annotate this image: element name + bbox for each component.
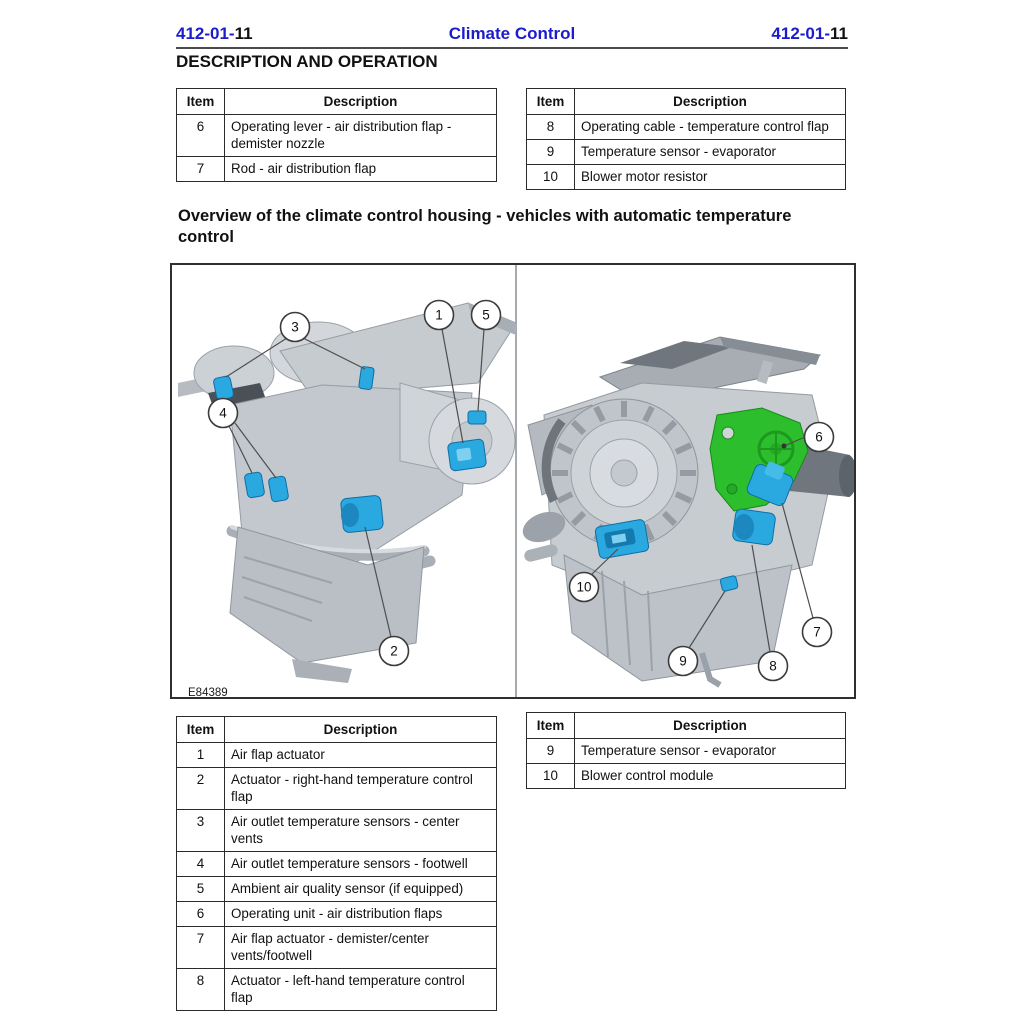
climate-housing-figure <box>170 263 856 699</box>
column-header-description: Description <box>575 89 846 115</box>
page-code-right-suffix: 11 <box>830 24 848 43</box>
item-cell: 6 <box>177 115 225 157</box>
item-cell: 7 <box>177 157 225 182</box>
callout-2 <box>380 637 409 666</box>
item-cell: 10 <box>527 764 575 789</box>
parts-table-bottom-right <box>526 712 846 789</box>
description-cell: Operating lever - air distribution flap - demister nozzle <box>225 115 497 157</box>
table-row <box>177 927 497 969</box>
description-cell: Air flap actuator - demister/center vents/footwell <box>225 927 497 969</box>
item-cell: 5 <box>177 877 225 902</box>
page-code-right <box>771 24 848 44</box>
svg-text:5: 5 <box>482 307 490 323</box>
column-header-item: Item <box>527 89 575 115</box>
column-header-description: Description <box>575 713 846 739</box>
section-heading: DESCRIPTION AND OPERATION <box>176 52 438 71</box>
item-cell: 1 <box>177 743 225 768</box>
table-row <box>177 115 497 157</box>
column-header-item: Item <box>527 713 575 739</box>
table-row <box>527 140 846 165</box>
table-row <box>177 877 497 902</box>
figure-right-view <box>519 337 854 685</box>
svg-text:4: 4 <box>219 405 227 421</box>
description-cell: Blower control module <box>575 764 846 789</box>
table-row <box>527 739 846 764</box>
item-cell: 8 <box>527 115 575 140</box>
figure-left-view <box>178 301 516 684</box>
column-header-description: Description <box>225 717 497 743</box>
svg-text:10: 10 <box>576 579 592 595</box>
description-cell: Temperature sensor - evaporator <box>575 140 846 165</box>
svg-text:7: 7 <box>813 624 821 640</box>
item-cell: 9 <box>527 140 575 165</box>
item-cell: 2 <box>177 768 225 810</box>
svg-text:1: 1 <box>435 307 443 323</box>
table-row <box>527 764 846 789</box>
callout-3 <box>281 313 310 342</box>
climate-housing-diagram <box>172 265 854 697</box>
table-row <box>177 810 497 852</box>
description-cell: Air outlet temperature sensors - center vents <box>225 810 497 852</box>
table-row <box>527 165 846 190</box>
part-5-ambient-air-quality-sensor <box>468 411 486 424</box>
description-cell: Air outlet temperature sensors - footwell <box>225 852 497 877</box>
part-8-lh-temp-control-actuator <box>732 508 776 545</box>
description-cell: Operating cable - temperature control flap <box>575 115 846 140</box>
description-cell: Ambient air quality sensor (if equipped) <box>225 877 497 902</box>
table-row <box>177 852 497 877</box>
item-cell: 7 <box>177 927 225 969</box>
table-row <box>177 157 497 182</box>
header-divider <box>176 47 848 49</box>
description-cell: Air flap actuator <box>225 743 497 768</box>
overview-heading: Overview of the climate control housing - vehicles with automatic temperature control <box>178 207 792 246</box>
parts-table-top-left <box>176 88 497 182</box>
description-cell: Actuator - right-hand temperature control flap <box>225 768 497 810</box>
page-header <box>176 24 848 44</box>
callout-10 <box>570 573 599 602</box>
part-1-air-flap-actuator <box>447 439 487 472</box>
callout-6 <box>805 423 834 452</box>
parts-table-bottom-left <box>176 716 497 1011</box>
callout-4 <box>209 399 238 428</box>
leader-dot-6 <box>782 444 787 449</box>
table-row <box>177 969 497 1011</box>
item-cell: 4 <box>177 852 225 877</box>
table-row <box>527 115 846 140</box>
description-cell: Rod - air distribution flap <box>225 157 497 182</box>
item-cell: 9 <box>527 739 575 764</box>
callout-8 <box>759 652 788 681</box>
description-cell: Actuator - left-hand temperature control flap <box>225 969 497 1011</box>
page-title: Climate Control <box>448 24 576 43</box>
description-cell: Temperature sensor - evaporator <box>575 739 846 764</box>
page-code-left-prefix: 412-01- <box>176 24 235 43</box>
page-code-left <box>176 24 253 44</box>
table-row <box>177 743 497 768</box>
column-header-description: Description <box>225 89 497 115</box>
part-2-rh-temp-control-actuator <box>340 495 383 533</box>
table-row <box>177 768 497 810</box>
parts-table-top-right <box>526 88 846 190</box>
item-cell: 6 <box>177 902 225 927</box>
page-code-right-prefix: 412-01- <box>771 24 831 43</box>
callout-9 <box>669 647 698 676</box>
figure-id-label: E84389 <box>188 687 228 697</box>
table-row <box>177 902 497 927</box>
item-cell: 10 <box>527 165 575 190</box>
column-header-item: Item <box>177 717 225 743</box>
callout-1 <box>425 301 454 330</box>
description-cell: Blower motor resistor <box>575 165 846 190</box>
description-cell: Operating unit - air distribution flaps <box>225 902 497 927</box>
page-code-left-suffix: 11 <box>234 24 253 43</box>
item-cell: 3 <box>177 810 225 852</box>
svg-text:3: 3 <box>291 319 299 335</box>
svg-text:9: 9 <box>679 653 687 669</box>
svg-text:8: 8 <box>769 658 777 674</box>
svg-text:2: 2 <box>390 643 398 659</box>
item-cell: 8 <box>177 969 225 1011</box>
callout-5 <box>472 301 501 330</box>
column-header-item: Item <box>177 89 225 115</box>
callout-7 <box>803 618 832 647</box>
svg-text:6: 6 <box>815 429 823 445</box>
